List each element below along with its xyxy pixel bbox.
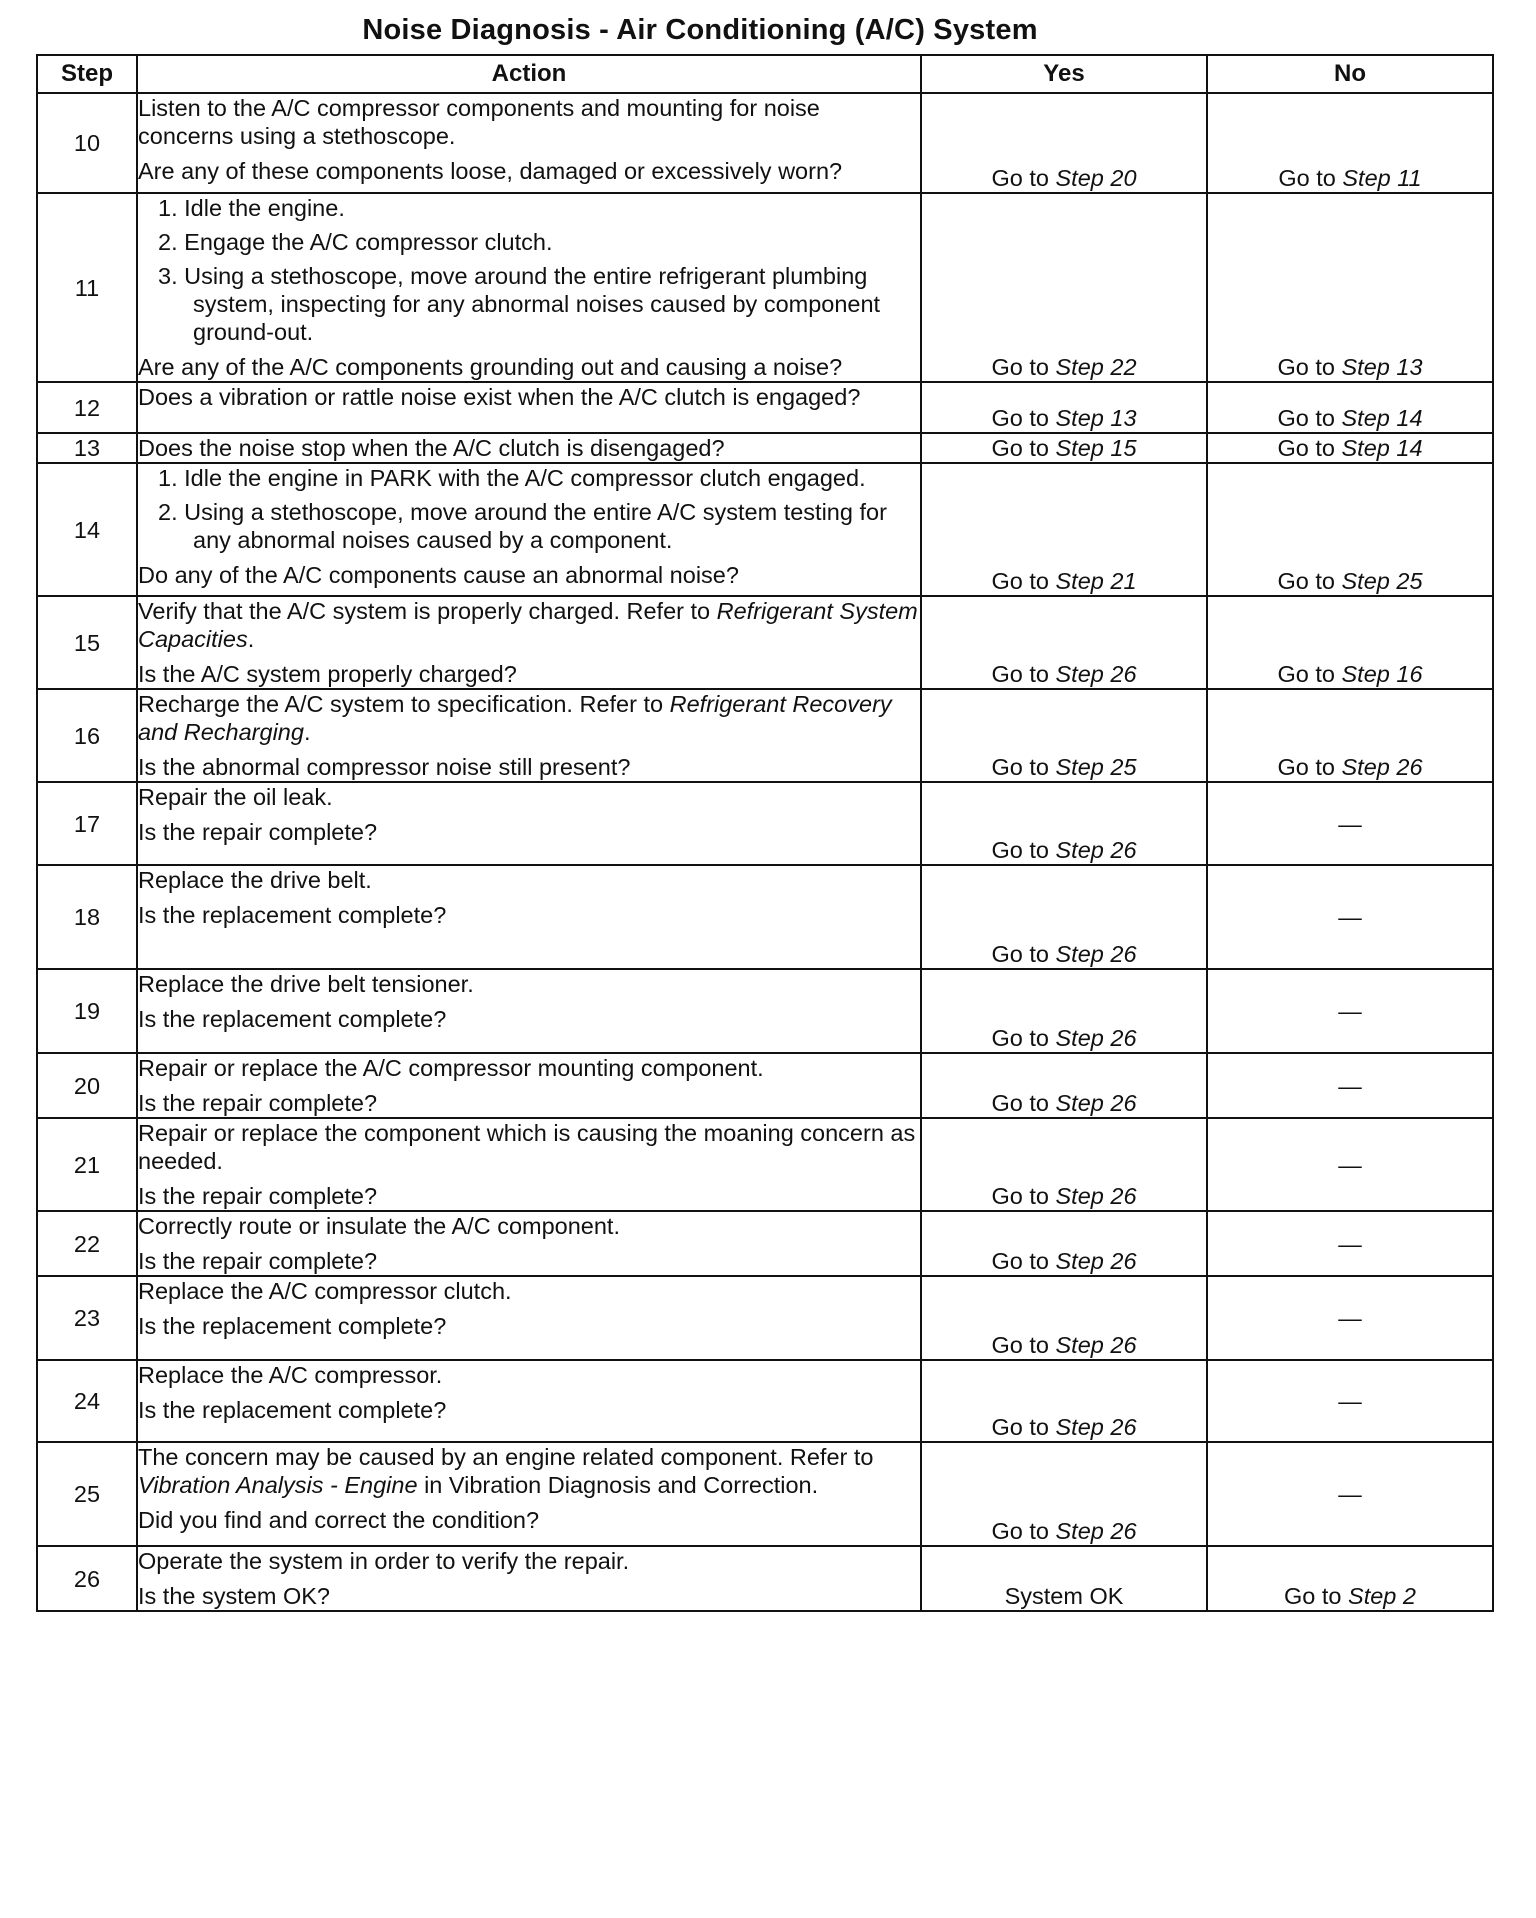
goto-prefix: Go to: [991, 1025, 1049, 1051]
yes-result-text: System OK: [1004, 1583, 1124, 1609]
diagnosis-table: [36, 54, 1494, 1612]
goto-step-ref: [1056, 435, 1137, 461]
action-instruction: Repair or replace the A/C compressor mounting component.: [138, 1055, 764, 1081]
action-cell: [137, 1442, 921, 1546]
instruction-tail: in Vibration Diagnosis and Correction.: [417, 1472, 819, 1498]
table-row: [37, 1118, 1493, 1211]
step-target: 26: [1110, 1518, 1137, 1544]
instruction-text: The concern may be caused by an engine related component. Refer to: [138, 1444, 874, 1470]
goto-step-ref: [1056, 661, 1137, 687]
no-dash: —: [1338, 1481, 1362, 1507]
goto-prefix: Go to: [991, 1183, 1049, 1209]
no-cell: [1207, 1053, 1493, 1118]
action-cell: [137, 1276, 921, 1360]
action-question: Is the system OK?: [138, 1583, 330, 1609]
goto-prefix: Go to: [991, 837, 1049, 863]
action-question: Is the replacement complete?: [138, 1006, 447, 1032]
goto-step-ref: [1342, 354, 1423, 380]
step-target: 25: [1110, 754, 1137, 780]
action-cell: [137, 969, 921, 1053]
action-cell: [137, 1118, 921, 1211]
step-word: Step: [1055, 1183, 1104, 1209]
table-row: [37, 433, 1493, 463]
no-cell: [1207, 689, 1493, 782]
step-word: Step: [1055, 1518, 1104, 1544]
step-number: 13: [37, 433, 137, 463]
yes-cell: [921, 382, 1207, 433]
no-cell: [1207, 1211, 1493, 1276]
yes-cell: [921, 969, 1207, 1053]
no-cell: [1207, 1442, 1493, 1546]
action-question: Do any of the A/C components cause an abnormal noise?: [138, 562, 739, 588]
action-instruction: [138, 1443, 920, 1499]
no-cell: [1207, 93, 1493, 193]
goto-step-ref: [1056, 1025, 1137, 1051]
no-cell: [1207, 969, 1493, 1053]
step-number: 22: [37, 1211, 137, 1276]
no-dash: —: [1338, 810, 1362, 837]
header-no: No: [1207, 55, 1493, 93]
action-step-text: Using a stethoscope, move around the entire refrigerant plumbing system, inspecting for any abnormal noises caused by component ground-out.: [184, 263, 881, 345]
instruction-tail: .: [303, 719, 311, 745]
step-word: Step: [1055, 1332, 1104, 1358]
step-target: 14: [1396, 405, 1423, 431]
no-cell: [1207, 1118, 1493, 1211]
goto-prefix: Go to: [991, 1332, 1049, 1358]
yes-cell: [921, 93, 1207, 193]
step-word: Step: [1055, 1248, 1104, 1274]
step-target: 22: [1110, 354, 1137, 380]
action-question: Is the repair complete?: [138, 819, 378, 845]
action-cell: [137, 689, 921, 782]
step-word: Step: [1342, 165, 1391, 191]
action-instruction: Correctly route or insulate the A/C component.: [138, 1213, 620, 1239]
step-target: 25: [1396, 568, 1423, 594]
action-question: Is the replacement complete?: [138, 1313, 447, 1339]
step-number: 19: [37, 969, 137, 1053]
goto-prefix: Go to: [991, 354, 1049, 380]
step-target: 26: [1110, 1025, 1137, 1051]
goto-prefix: Go to: [1277, 354, 1335, 380]
instruction-text: Verify that the A/C system is properly charged. Refer to: [138, 598, 717, 624]
table-row: [37, 969, 1493, 1053]
goto-prefix: Go to: [1277, 661, 1335, 687]
goto-step-ref: [1056, 165, 1137, 191]
action-cell: [137, 1360, 921, 1442]
step-word: Step: [1055, 405, 1104, 431]
goto-step-ref: [1342, 405, 1423, 431]
step-number: 21: [37, 1118, 137, 1211]
action-instruction: Replace the A/C compressor clutch.: [138, 1278, 512, 1304]
no-cell: [1207, 596, 1493, 689]
goto-step-ref: [1342, 435, 1423, 461]
reference-link-text: Vibration Analysis - Engine: [138, 1472, 418, 1498]
action-instruction: Repair the oil leak.: [138, 784, 333, 810]
goto-step-ref: [1056, 837, 1137, 863]
step-word: Step: [1055, 1414, 1104, 1440]
step-word: Step: [1055, 568, 1104, 594]
yes-cell: [921, 1442, 1207, 1546]
goto-step-ref: [1056, 405, 1137, 431]
goto-prefix: Go to: [1277, 405, 1335, 431]
action-step-item: 3. Using a stethoscope, move around the entire refrigerant plumbing system, inspecting for any abnormal noises caused by component ground-out.: [158, 263, 881, 345]
action-instruction: Repair or replace the component which is causing the moaning concern as needed.: [138, 1120, 916, 1174]
no-cell: [1207, 193, 1493, 382]
action-cell: [137, 463, 921, 596]
action-instruction: [138, 690, 920, 746]
step-target: 20: [1110, 165, 1137, 191]
goto-prefix: Go to: [991, 1248, 1049, 1274]
reference-link-text: Refrigerant System Capacities: [138, 598, 918, 652]
goto-step-ref: [1056, 754, 1137, 780]
action-cell: [137, 1053, 921, 1118]
action-question: Is the A/C system properly charged?: [138, 661, 517, 687]
no-cell: [1207, 382, 1493, 433]
goto-prefix: Go to: [991, 435, 1049, 461]
action-instruction: Replace the drive belt tensioner.: [138, 971, 474, 997]
step-target: 21: [1110, 568, 1137, 594]
action-question: Is the abnormal compressor noise still present?: [138, 754, 631, 780]
step-number: 11: [37, 193, 137, 382]
step-number: 24: [37, 1360, 137, 1442]
yes-cell: [921, 1118, 1207, 1211]
action-cell: [137, 382, 921, 433]
goto-step-ref: [1056, 1518, 1137, 1544]
step-target: 26: [1110, 1183, 1137, 1209]
step-target: 26: [1110, 1248, 1137, 1274]
no-dash: —: [1338, 1305, 1362, 1331]
step-number: 14: [37, 463, 137, 596]
step-word: Step: [1055, 1090, 1104, 1116]
action-step-item: 2. Using a stethoscope, move around the entire A/C system testing for any abnormal noises caused by a component.: [158, 499, 887, 553]
table-row: [37, 463, 1493, 596]
step-number: 23: [37, 1276, 137, 1360]
goto-step-ref: [1056, 1414, 1137, 1440]
yes-cell: [921, 1546, 1207, 1611]
step-target: 13: [1396, 354, 1423, 380]
step-word: Step: [1055, 435, 1104, 461]
no-dash: —: [1338, 1388, 1362, 1414]
table-row: [37, 596, 1493, 689]
step-target: 2: [1402, 1583, 1416, 1609]
no-dash: —: [1338, 1151, 1362, 1178]
yes-cell: [921, 865, 1207, 969]
action-instruction: Does the noise stop when the A/C clutch is disengaged?: [138, 435, 725, 461]
step-word: Step: [1348, 1583, 1397, 1609]
step-word: Step: [1055, 165, 1104, 191]
action-cell: [137, 433, 921, 463]
yes-cell: [921, 689, 1207, 782]
action-instruction: Replace the drive belt.: [138, 867, 372, 893]
reference-link-text: Refrigerant Recovery and Recharging: [138, 691, 892, 745]
no-dash: —: [1338, 1072, 1362, 1099]
no-cell: [1207, 865, 1493, 969]
step-target: 26: [1396, 754, 1423, 780]
step-target: 26: [1110, 941, 1137, 967]
goto-prefix: Go to: [991, 754, 1049, 780]
step-target: 26: [1110, 1332, 1137, 1358]
header-step: Step: [37, 55, 137, 93]
step-target: 26: [1110, 1090, 1137, 1116]
step-number: 16: [37, 689, 137, 782]
action-cell: [137, 193, 921, 382]
no-cell: [1207, 463, 1493, 596]
action-question: Is the replacement complete?: [138, 1397, 447, 1423]
action-instruction: Operate the system in order to verify the repair.: [138, 1548, 630, 1574]
header-row: [37, 55, 1493, 93]
step-number: 15: [37, 596, 137, 689]
goto-step-ref: [1342, 754, 1423, 780]
action-instruction: Does a vibration or rattle noise exist when the A/C clutch is engaged?: [138, 384, 861, 410]
goto-prefix: Go to: [991, 1090, 1049, 1116]
step-word: Step: [1055, 661, 1104, 687]
table-row: [37, 689, 1493, 782]
action-question: Is the replacement complete?: [138, 902, 447, 928]
goto-prefix: Go to: [991, 941, 1049, 967]
goto-prefix: Go to: [1277, 754, 1335, 780]
goto-prefix: Go to: [991, 661, 1049, 687]
step-word: Step: [1341, 435, 1390, 461]
yes-cell: [921, 1360, 1207, 1442]
step-target: 11: [1397, 165, 1422, 191]
step-number: 12: [37, 382, 137, 433]
goto-step-ref: [1056, 1183, 1137, 1209]
table-row: [37, 1211, 1493, 1276]
header-yes: Yes: [921, 55, 1207, 93]
step-target: 16: [1396, 661, 1423, 687]
goto-prefix: Go to: [991, 568, 1049, 594]
no-cell: [1207, 1276, 1493, 1360]
action-question: Are any of the A/C components grounding out and causing a noise?: [138, 354, 843, 380]
step-target: 26: [1110, 1414, 1137, 1440]
step-word: Step: [1055, 1025, 1104, 1051]
action-cell: [137, 782, 921, 865]
goto-step-ref: [1348, 1583, 1416, 1609]
action-cell: [137, 865, 921, 969]
goto-prefix: Go to: [991, 165, 1049, 191]
goto-prefix: Go to: [991, 1518, 1049, 1544]
table-row: [37, 782, 1493, 865]
step-target: 26: [1110, 661, 1137, 687]
action-question: Is the repair complete?: [138, 1248, 378, 1274]
table-row: [37, 1442, 1493, 1546]
goto-prefix: Go to: [1277, 435, 1335, 461]
action-cell: [137, 596, 921, 689]
goto-step-ref: [1056, 1332, 1137, 1358]
action-step-item: 1. Idle the engine.: [158, 195, 345, 221]
goto-prefix: Go to: [991, 405, 1049, 431]
yes-cell: [921, 1053, 1207, 1118]
action-step-text: Engage the A/C compressor clutch.: [184, 229, 553, 255]
action-instruction: Listen to the A/C compressor components and mounting for noise concerns using a stethoscope.: [138, 95, 820, 149]
goto-step-ref: [1056, 1090, 1137, 1116]
step-word: Step: [1341, 661, 1390, 687]
goto-step-ref: [1342, 568, 1423, 594]
yes-cell: [921, 463, 1207, 596]
action-step-item: 2. Engage the A/C compressor clutch.: [158, 229, 553, 255]
step-target: 14: [1396, 435, 1423, 461]
goto-prefix: Go to: [1284, 1583, 1342, 1609]
goto-step-ref: [1056, 568, 1137, 594]
goto-prefix: Go to: [991, 1414, 1049, 1440]
page-title: Noise Diagnosis - Air Conditioning (A/C) System: [362, 14, 1038, 46]
action-question: Is the repair complete?: [138, 1183, 378, 1209]
goto-step-ref: [1056, 1248, 1137, 1274]
step-target: 13: [1110, 405, 1137, 431]
action-question: Is the repair complete?: [138, 1090, 378, 1116]
table-row: [37, 1360, 1493, 1442]
table-row: [37, 382, 1493, 433]
step-word: Step: [1341, 354, 1390, 380]
table-row: [37, 865, 1493, 969]
no-cell: [1207, 1546, 1493, 1611]
yes-cell: [921, 1276, 1207, 1360]
action-step-text: Idle the engine.: [184, 195, 345, 221]
action-step-text: Idle the engine in PARK with the A/C compressor clutch engaged.: [184, 465, 866, 491]
no-dash: —: [1338, 1230, 1362, 1257]
table-row: [37, 1053, 1493, 1118]
yes-cell: [921, 193, 1207, 382]
no-cell: [1207, 1360, 1493, 1442]
no-dash: —: [1338, 904, 1362, 930]
yes-cell: [921, 1211, 1207, 1276]
no-cell: [1207, 433, 1493, 463]
table-row: [37, 1276, 1493, 1360]
action-cell: [137, 93, 921, 193]
action-question: Did you find and correct the condition?: [138, 1507, 540, 1533]
goto-step-ref: [1056, 354, 1137, 380]
no-cell: [1207, 782, 1493, 865]
step-target: 26: [1110, 837, 1137, 863]
goto-step-ref: [1342, 661, 1423, 687]
action-step-item: 1. Idle the engine in PARK with the A/C compressor clutch engaged.: [158, 465, 866, 491]
step-word: Step: [1055, 354, 1104, 380]
action-instruction: [138, 597, 920, 653]
step-word: Step: [1341, 754, 1390, 780]
step-number: 10: [37, 93, 137, 193]
action-step-text: Using a stethoscope, move around the entire A/C system testing for any abnormal noises caused by a component.: [184, 499, 887, 553]
step-word: Step: [1055, 941, 1104, 967]
step-number: 17: [37, 782, 137, 865]
yes-cell: [921, 782, 1207, 865]
goto-step-ref: [1342, 165, 1421, 191]
yes-cell: [921, 433, 1207, 463]
step-word: Step: [1055, 837, 1104, 863]
header-action: Action: [137, 55, 921, 93]
step-word: Step: [1055, 754, 1104, 780]
instruction-text: Recharge the A/C system to specification. Refer to: [138, 691, 670, 717]
action-instruction: Replace the A/C compressor.: [138, 1362, 443, 1388]
goto-prefix: Go to: [1277, 568, 1335, 594]
action-cell: [137, 1546, 921, 1611]
no-dash: —: [1338, 998, 1362, 1024]
step-target: 15: [1110, 435, 1137, 461]
step-number: 20: [37, 1053, 137, 1118]
action-cell: [137, 1211, 921, 1276]
step-number: 25: [37, 1442, 137, 1546]
yes-cell: [921, 596, 1207, 689]
step-number: 26: [37, 1546, 137, 1611]
table-row: [37, 93, 1493, 193]
goto-step-ref: [1056, 941, 1137, 967]
step-number: 18: [37, 865, 137, 969]
step-word: Step: [1341, 568, 1390, 594]
step-word: Step: [1341, 405, 1390, 431]
goto-prefix: Go to: [1278, 165, 1336, 191]
action-question: Are any of these components loose, damaged or excessively worn?: [138, 158, 843, 184]
instruction-tail: .: [247, 626, 255, 652]
table-row: [37, 1546, 1493, 1611]
table-row: [37, 193, 1493, 382]
